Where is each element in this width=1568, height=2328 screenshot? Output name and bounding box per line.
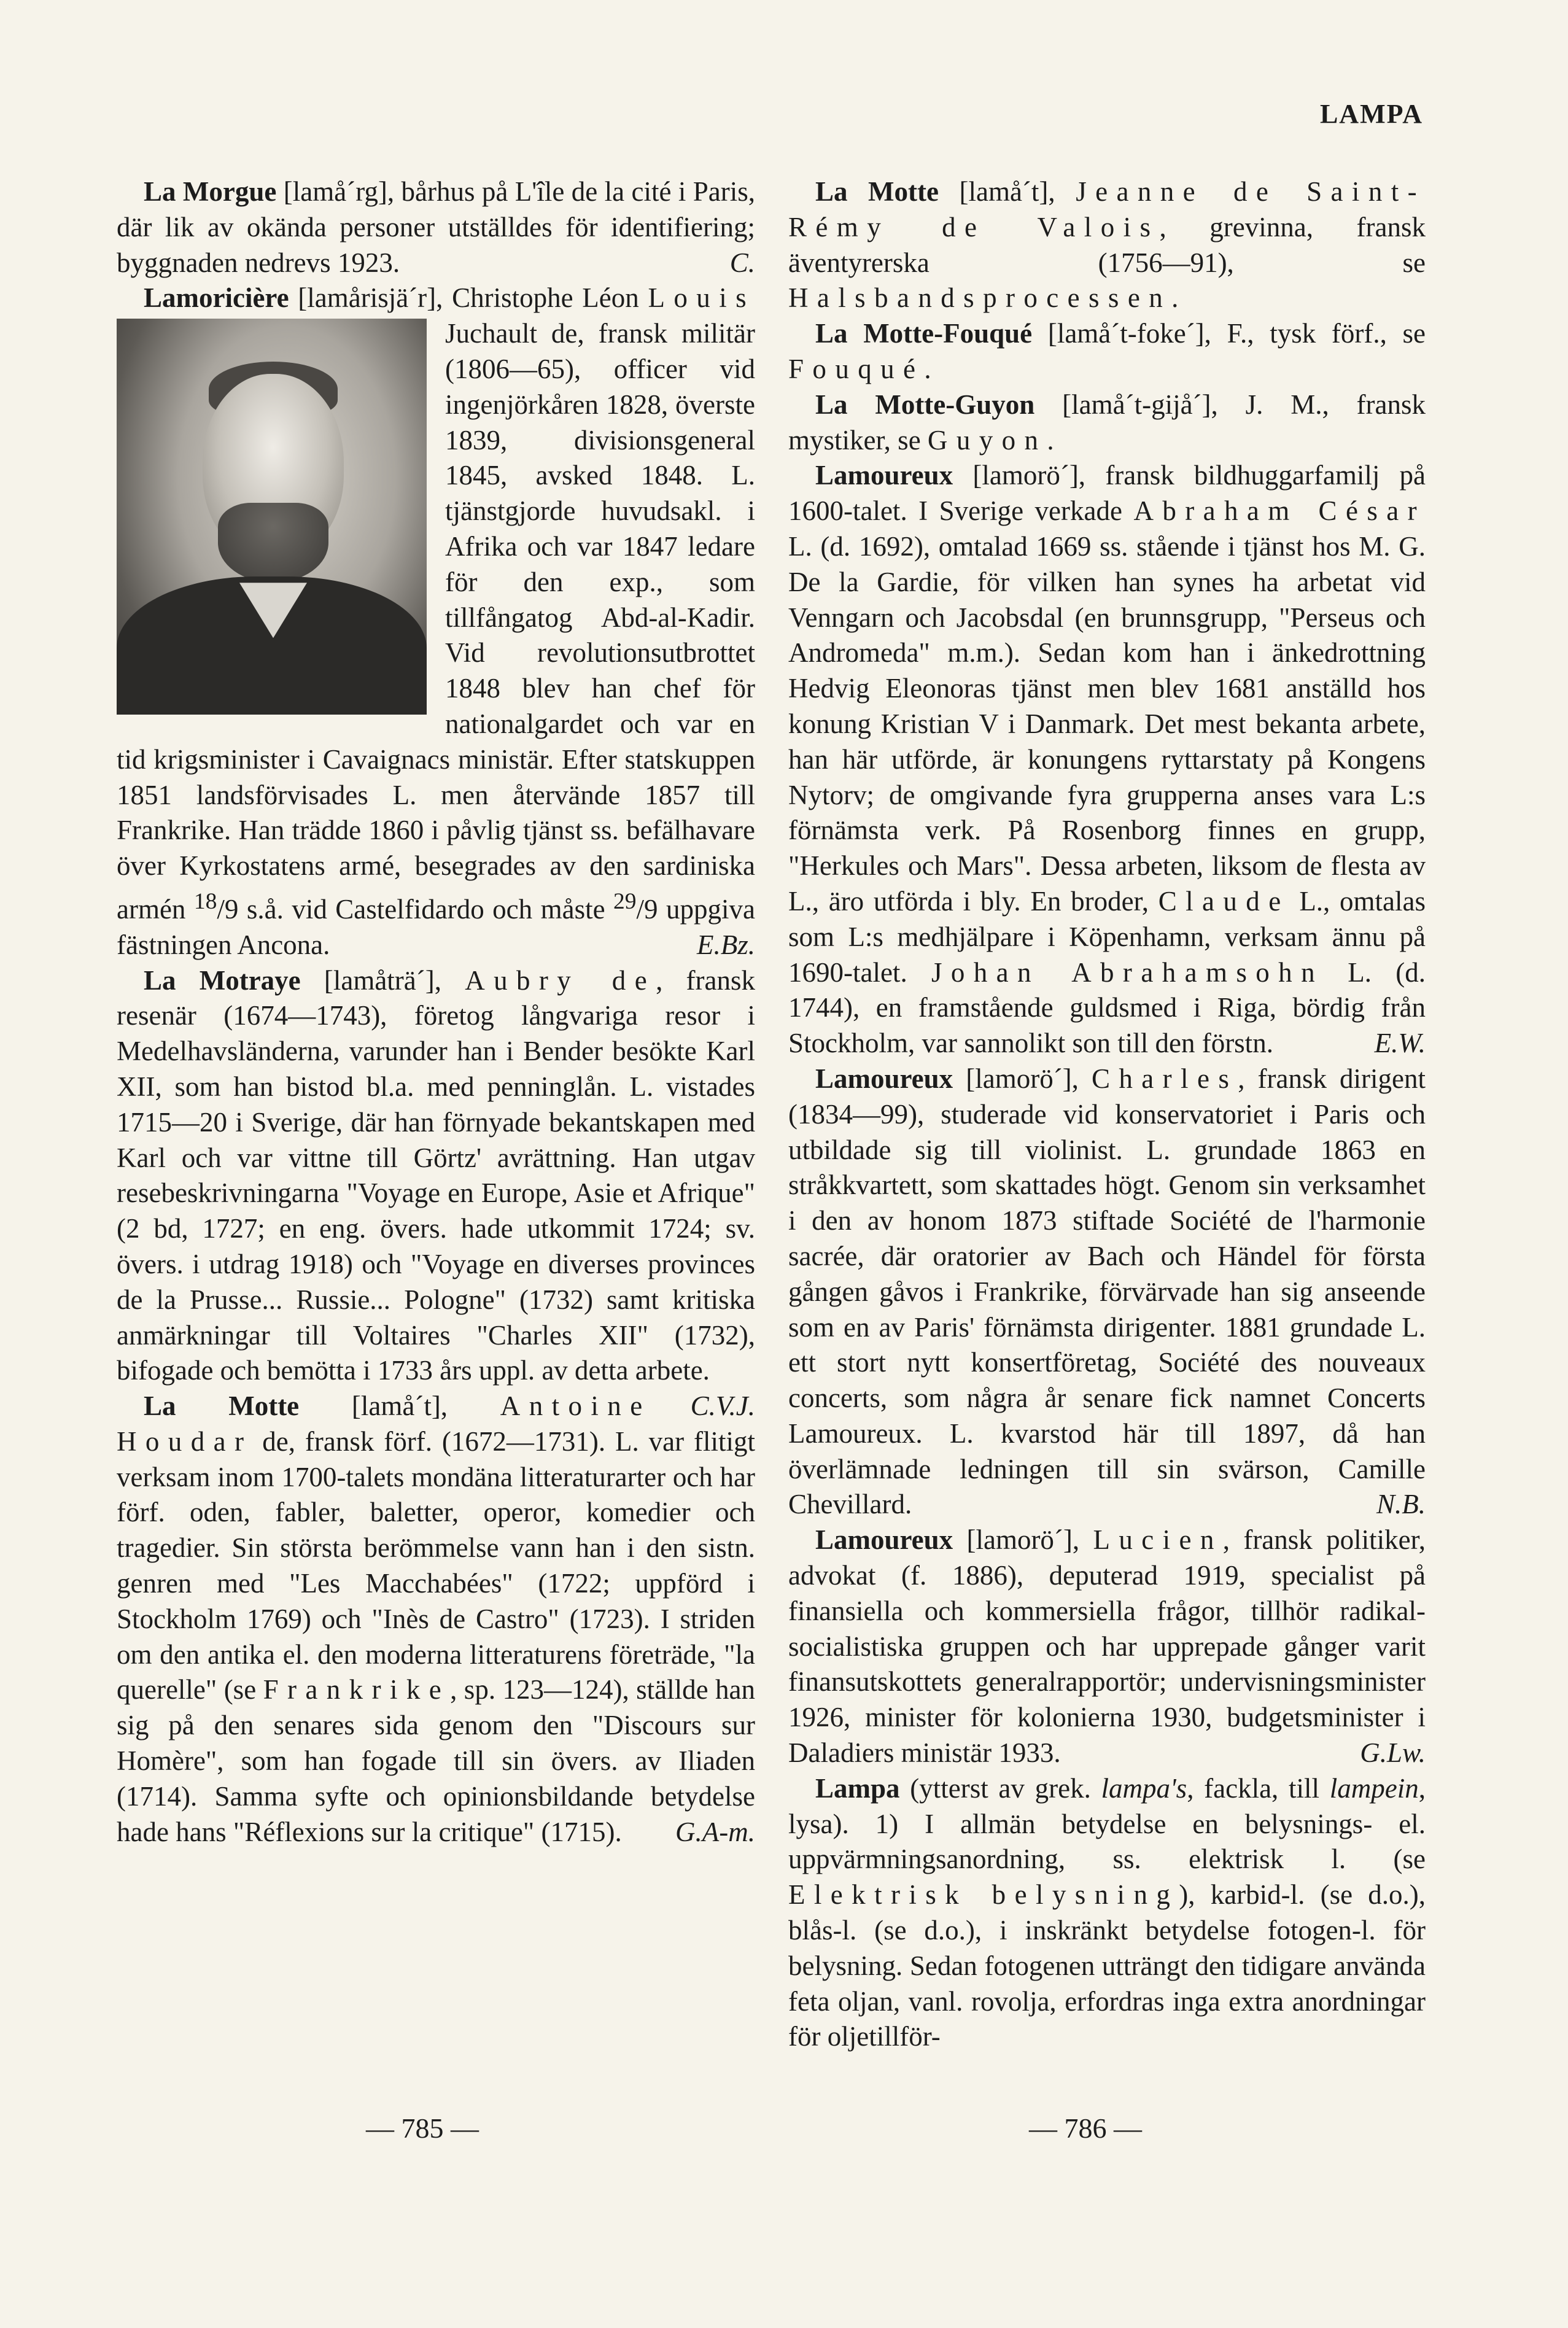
entry-text: [lamorö´], (966, 1063, 1079, 1094)
date-denominator: /9 (636, 893, 658, 925)
entry-lampa (788, 1771, 1426, 2055)
cross-reference: Guyon (927, 424, 1047, 456)
spaced-name: Antoine Houdar (117, 1391, 651, 1457)
portrait-beard (218, 503, 328, 583)
cross-reference: Fouqué (788, 353, 925, 384)
headword: Lampa (815, 1772, 900, 1804)
entry-text: , fransk dirigent (1834—99), studerade vid konservatoriet i Paris och utbildade sig till violinist. L. grundade 1863 en stråkkvartett, som skattades högt. Genom sin verksamhet i den av honom 1873 stiftade Société de l'harmonie sacrée, där oratorier av Bach och Händel för första gången gåvos i Frankrike, förvärvade han sig anseende som en av Paris' förnämsta dirigenter. 1881 grundade L. ett stort nytt konsertföretag, Société des nouveaux concerts, som några år senare fick namnet Concerts Lamoureux. L. kvarstod här till 1897, då han överlämnade ledningen till sin svärson, Camille Chevillard. (788, 1063, 1426, 1520)
entry-text: [lamå´rg], bårhus på L'île de la cité i Paris, där lik av okända personer utställdes för identifiering; byggnaden nedrevs 1923. (117, 176, 756, 278)
page-number-left: — 785 — (366, 2113, 479, 2144)
entry-text: . (1171, 282, 1179, 314)
entry-text: [lamå´t], (959, 176, 1055, 207)
author-signature: G.Lw. (1360, 1737, 1426, 1769)
entry-text: L. (d. 1692), omtalad 1669 ss. stående i tjänst hos M. G. De la Gardie, för vilken han synes ha arbetat vid Venngarn och Jacobsdal (en brunnsgrupp, "Perseus och Andromeda" m.m.). Sedan kom han i änkedrottning Hedvig Eleonoras tjänst men blev 1681 anställd hos konung Kristian V i Danmark. Det mest bekanta arbete, han här utförde, är konungens ryttarstaty på Kongens Nytorv; de omgivande fyra grupperna anses vara L:s förnämsta verk. På Rosenborg finnes en grupp, "Herkules och Mars". Dessa arbeten, liksom de flesta av L., äro utförda i bly. En broder, (788, 530, 1426, 917)
spaced-name: Claude (1158, 885, 1290, 917)
entry-text: [lamå´t-gijå´], J. M., fransk mystiker, se (788, 389, 1426, 456)
author-signature: C.V.J. (690, 1391, 755, 1422)
entry-text: (ytterst av grek. (910, 1772, 1091, 1804)
entry-lamoureux-family (788, 458, 1426, 1061)
headword: Lamoureux (815, 1063, 953, 1094)
entry-text: uppgiva fästningen Ancona. (117, 893, 755, 960)
headword: Lamoureux (815, 1524, 953, 1556)
spaced-name: Johan Abrahamsohn (931, 956, 1324, 988)
spaced-name: Lucien (1093, 1524, 1223, 1556)
entry-text: , fransk resenär (1674—1743), företog långvariga resor i Medelhavsländerna, varunder han i Bender besökte Karl XII, som han bistod bl.a. med penninglån. L. vistades 1715—20 i Sverige, där han förnyade bekantskapen med Karl och var vittne till Görtz' avrättning. Han utgav resebeskrivningarna "Voyage en Europe, Asie et Afrique" (2 bd, 1727; en eng. övers. hade utkommit 1724; sv. övers. i utdrag 1918) och "Voyage en diverses provinces de la Prusse... Russie... Pologne" (1732) samt kritiska anmärkningar till Voltaires "Charles XII" (1732), bifogade och bemötta i 1733 års uppl. av detta arbete. (117, 964, 755, 1386)
headword: La Morgue (144, 176, 277, 207)
headword: La Motte-Guyon (815, 389, 1035, 420)
author-signature: E.W. (1374, 1028, 1426, 1059)
entry-text: L., omtalas som L:s medhjälpare i Köpenhamn, verksam ännu på 1690-talet. (788, 885, 1426, 988)
entry-la-morgue (117, 174, 755, 281)
author-signature: C. (729, 247, 755, 278)
entry-la-motte-fouque (788, 316, 1426, 387)
entry-text: . (924, 353, 931, 384)
etymology-word: lampa's (1101, 1772, 1187, 1804)
entry-lamoureux-charles (788, 1061, 1426, 1523)
running-head: LAMPA (1319, 99, 1423, 129)
cross-reference: Frankrike (263, 1674, 451, 1705)
headword: La Motte (815, 176, 939, 207)
entry-text: [lamårisjä´r], Christophe Léon (298, 282, 639, 314)
entry-text: ), karbid-l. (se d.o.), blås-l. (se d.o.), i inskränkt betydelse fotogen-l. för belysning. Sedan fotogenen utträngt den tidigare använda feta oljan, vanl. rovolja, erfordras inga extra anordningar för oljetillför- (788, 1879, 1426, 2052)
headword: La Motte-Fouqué (815, 318, 1033, 349)
entry-la-motte-antoine (117, 1389, 755, 1850)
portrait-image (117, 319, 427, 715)
cross-reference: Halsbandsprocessen (788, 282, 1172, 314)
author-signature: G.A-m. (675, 1816, 755, 1847)
entry-lamoriciere (117, 281, 755, 963)
entry-text: , sp. 123—124), ställde han sig på den senares sida genom den "Discours sur Homère", som han fogade till sin övers. av Iliaden (1714). Samma syfte och opinionsbildande betydelse hade hans "Réflexions sur la critique" (1715). (117, 1674, 756, 1847)
entry-text: . (1047, 424, 1054, 456)
spaced-name: Louis (648, 282, 756, 314)
entry-text: , fransk politiker, advokat (f. 1886), deputerad 1919, specialist på finansiella och kommersiella frågor, tillhör radikal-socialistiska gruppen och har upprepade gånger varit finansutskottets generalrapportör; undervisningsminister 1926, minister för kolonierna 1930, budgetsminister i Daladiers ministär 1933. (788, 1524, 1426, 1769)
right-column (788, 174, 1426, 2055)
entry-text: [lamå´t], (351, 1391, 448, 1422)
author-signature: N.B. (1376, 1489, 1426, 1520)
headword: La Motraye (144, 964, 301, 996)
entry-text: Juchault de, fransk militär (1806—65), officer vid ingenjörkåren 1828, överste 1839, divisionsgeneral 1845, avsked 1848. L. tjänstgjorde huvudsakl. i Afrika och var 1847 ledare för den exp., som tillfångatog Abd-al-Kadir. Vid revolutionsutbrottet 1848 blev han chef för nationalgardet och var en tid krigsminister i Cavaignacs ministär. Efter statskuppen 1851 landsförvisades L. men återvände 1857 till Frankrike. Han trädde 1860 i påvlig tjänst ss. befälhavare över Kyrkostatens armé, besegrades av den sardiniska armén (117, 318, 755, 925)
cross-reference: Elektrisk belysning (788, 1879, 1179, 1911)
date-superscript: 29 (613, 888, 637, 914)
entry-text: , grevinna, fransk äventyrerska (1756—91), se (788, 211, 1426, 278)
entry-text: s.å. vid Castelfidardo och måste (238, 893, 614, 925)
spaced-name: Charles (1091, 1063, 1238, 1094)
entry-text: [lamå´t-foke´], F., tysk förf., se (1047, 318, 1426, 349)
entry-text: , fackla, till (1187, 1772, 1320, 1804)
entry-text: , lysa). 1) I allmän betydelse en belysnings- el. uppvärmningsanordning, ss. elektrisk l. (se (788, 1772, 1426, 1875)
headword: Lamoureux (815, 460, 953, 491)
entry-la-motte-guyon (788, 387, 1426, 459)
entry-text: [lamorö´], (966, 1524, 1080, 1556)
etymology-word: lampein (1329, 1772, 1419, 1804)
date-denominator: /9 (217, 893, 239, 925)
left-column (117, 174, 755, 1850)
spaced-name: Aubry de (465, 964, 656, 996)
entry-la-motte-jeanne (788, 174, 1426, 316)
headword: Lamoricière (144, 282, 289, 314)
page-number-right: — 786 — (1029, 2113, 1142, 2144)
entry-text: L. (d. 1744), en framstående guldsmed i Riga, bördig från Stockholm, var sannolikt son till den förstn. (788, 956, 1426, 1059)
entry-text: [lamåträ´], (324, 964, 441, 996)
author-signature: E.Bz. (697, 929, 755, 960)
spaced-name: Abraham César (1133, 495, 1426, 527)
entry-lamoureux-lucien (788, 1523, 1426, 1771)
entry-text: [lamorö´], fransk bildhuggarfamilj på 1600-talet. I Sverige verkade (788, 460, 1426, 527)
date-superscript: 18 (193, 888, 217, 914)
entry-text: de, fransk förf. (1672—1731). L. var flitigt verksam inom 1700-talets mondäna litteraturarter och har förf. oden, fabler, baletter, operor, komedier och tragedier. Sin största berömmelse vann han i den sistn. genren med "Les Macchabées" (1722; uppförd i Stockholm 1769) och "Inès de Castro" (1723). I striden om den antika el. den moderna litteraturens företräde, "la querelle" (se (117, 1426, 755, 1705)
headword: La Motte (144, 1391, 300, 1422)
spaced-name: Jeanne de Saint-Rémy de Valois (788, 176, 1426, 243)
